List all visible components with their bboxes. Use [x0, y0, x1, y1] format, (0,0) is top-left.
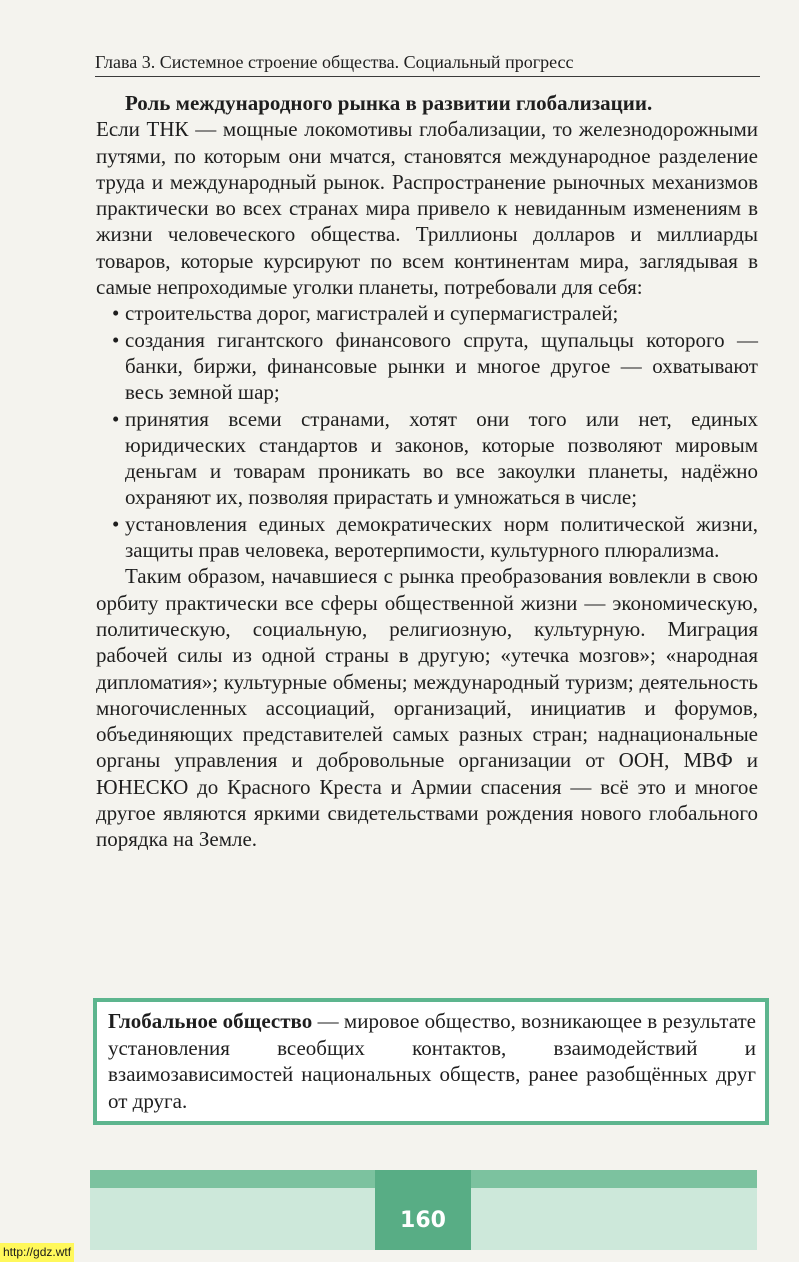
list-item — [96, 327, 758, 406]
list-item-text: создания гигантского финансового спрута, щупальцы которого — банки, биржи, финансовые рынки и многое другое — охватывают весь земной шар; — [125, 327, 758, 405]
page-number: 160 — [400, 1208, 446, 1233]
definition-box — [93, 998, 769, 1125]
paragraph-market-role — [96, 90, 758, 300]
bullet-marker: • — [112, 511, 120, 536]
definition-text: — мировое общество, возникающее в результате установления всеобщих контактов, взаимодействий и взаимозависимостей национальных обществ, ранее разобщённых друг от друга. — [108, 1009, 756, 1113]
requirements-list — [96, 300, 758, 563]
bullet-marker: • — [112, 406, 120, 431]
running-header: Глава 3. Системное строение общества. Социальный прогресс — [95, 50, 760, 77]
list-item-text: строительства дорог, магистралей и супермагистралей; — [125, 301, 619, 326]
page-footer — [90, 1170, 757, 1250]
definition-term: Глобальное общество — [108, 1009, 313, 1033]
watermark-link[interactable]: http://gdz.wtf — [0, 1243, 74, 1262]
paragraph-body: Если ТНК — мощные локомотивы глобализации, то железнодорожными путями, по которым они мчатся, становятся международное разделение труда и международный рынок. Распространение рыночных механизмов практически во всех странах мира привело к невиданным изменениям в жизни человеческого общества. Триллионы долларов и миллиарды товаров, которые курсируют по всем континентам мира, заглядывая в самые непроходимые уголки планеты, потребовали для себя: — [96, 117, 758, 300]
list-item-text: установления единых демократических норм политической жизни, защиты прав человека, веротерпимости, культурного плюрализма. — [125, 511, 758, 563]
page-number-box — [375, 1170, 471, 1250]
list-item — [96, 300, 758, 326]
main-text — [96, 90, 758, 853]
paragraph-heading: Роль международного рынка в развитии глобализации. — [125, 91, 653, 115]
list-item — [96, 511, 758, 564]
list-item-text: принятия всеми странами, хотят они того или нет, единых юридических стандартов и законов, которые позволяют мировым деньгам и товарам проникать во все закоулки планеты, надёжно охраняют их, позволяя прирастать и умножаться в числе; — [125, 406, 758, 510]
list-item — [96, 406, 758, 511]
paragraph-conclusion: Таким образом, начавшиеся с рынка преобразования вовлекли в свою орбиту практически все сферы общественной жизни — экономическую, политическую, социальную, религиозную, культурную. Миграция рабочей силы из одной страны в другую; «утечка мозгов»; «народная дипломатия»; культурные обмены; международный туризм; деятельность многочисленных ассоциаций, организаций, инициатив и форумов, объединяющих представителей самых разных стран; наднациональные органы управления и добровольные организации от ООН, МВФ и ЮНЕСКО до Красного Креста и Армии спасения — всё это и многое другое являются яркими свидетельствами рождения нового глобального порядка на Земле. — [96, 564, 758, 852]
bullet-marker: • — [112, 327, 120, 352]
bullet-marker: • — [112, 301, 120, 326]
